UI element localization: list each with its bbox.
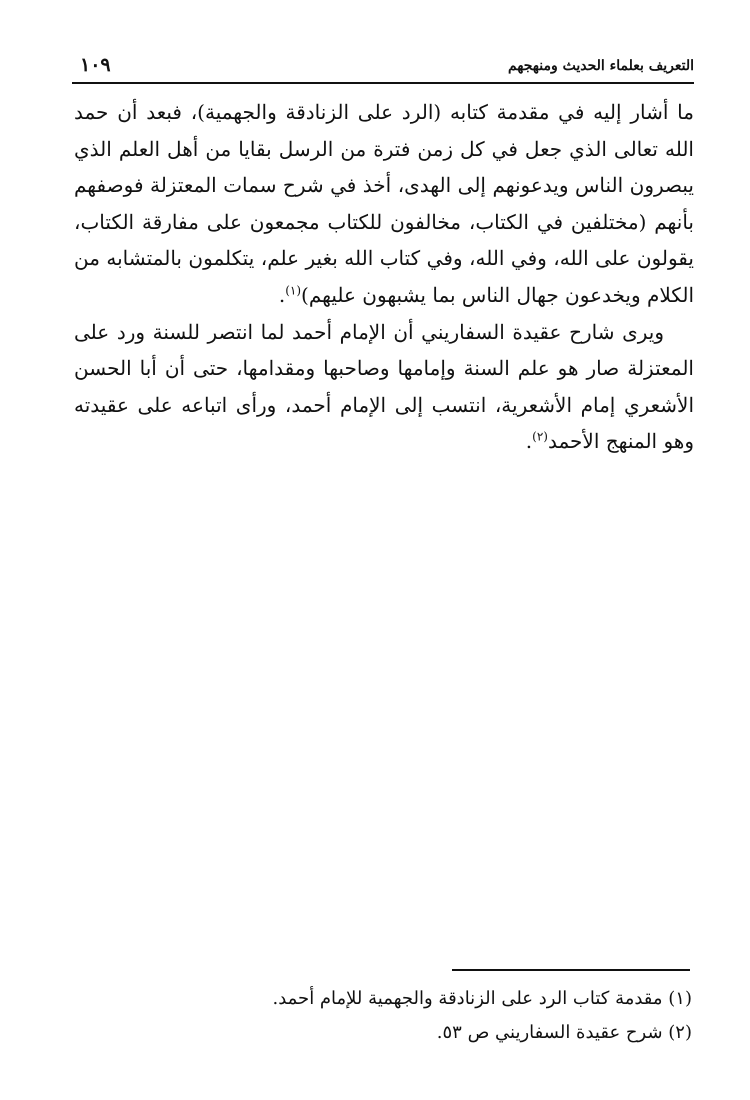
paragraph-1-end: .	[278, 282, 286, 307]
paragraph-2	[74, 314, 694, 460]
paragraph-2-text: ويرى شارح عقيدة السفاريني أن الإمام أحمد لما انتصر للسنة ورد على المعتزلة صار هو علم السنة وإمامها وصاحبها ومقدامها، حتى أن أبا الحسن الأشعري إمام الأشعرية، انتسب إلى الإمام أحمد، ورأى اتباعه على عقيدته وهو المنهج الأحمد	[74, 319, 694, 454]
paragraph-1-text: ما أشار إليه في مقدمة كتابه (الرد على الزنادقة والجهمية)، فبعد أن حمد الله تعالى الذي جعل في كل زمن فترة من الرسل بقايا من أهل العلم الذي يبصرون الناس ويدعونهم إلى الهدى، أخذ في شرح سمات المعتزلة فوصفهم بأنهم (مختلفين في الكتاب، مخالفون للكتاب مجمعون على مفارقة الكتاب، يقولون على الله، وفي الله، وفي كتاب الله بغير علم، يتكلمون بالمتشابه من الكلام ويخدعون جهال الناس بما يشبهون عليهم)	[74, 100, 694, 307]
paragraph-1	[74, 94, 694, 314]
footnotes	[72, 982, 692, 1050]
running-title: التعريف بعلماء الحديث ومنهجهم	[507, 58, 694, 74]
footnote-1: (١) مقدمة كتاب الرد على الزنادقة والجهمية للإمام أحمد.	[272, 988, 692, 1009]
footnote-ref-1: (١)	[285, 283, 302, 298]
main-text	[74, 94, 694, 460]
page-number: ١٠٩	[80, 54, 111, 76]
footnote-ref-2: (٢)	[532, 429, 548, 444]
page-header	[72, 52, 694, 80]
footnote-2: (٢) شرح عقيدة السفاريني ص ٥٣.	[436, 1022, 692, 1043]
footnote-separator	[452, 969, 690, 971]
header-rule	[72, 82, 694, 84]
paragraph-2-end: .	[525, 429, 533, 454]
